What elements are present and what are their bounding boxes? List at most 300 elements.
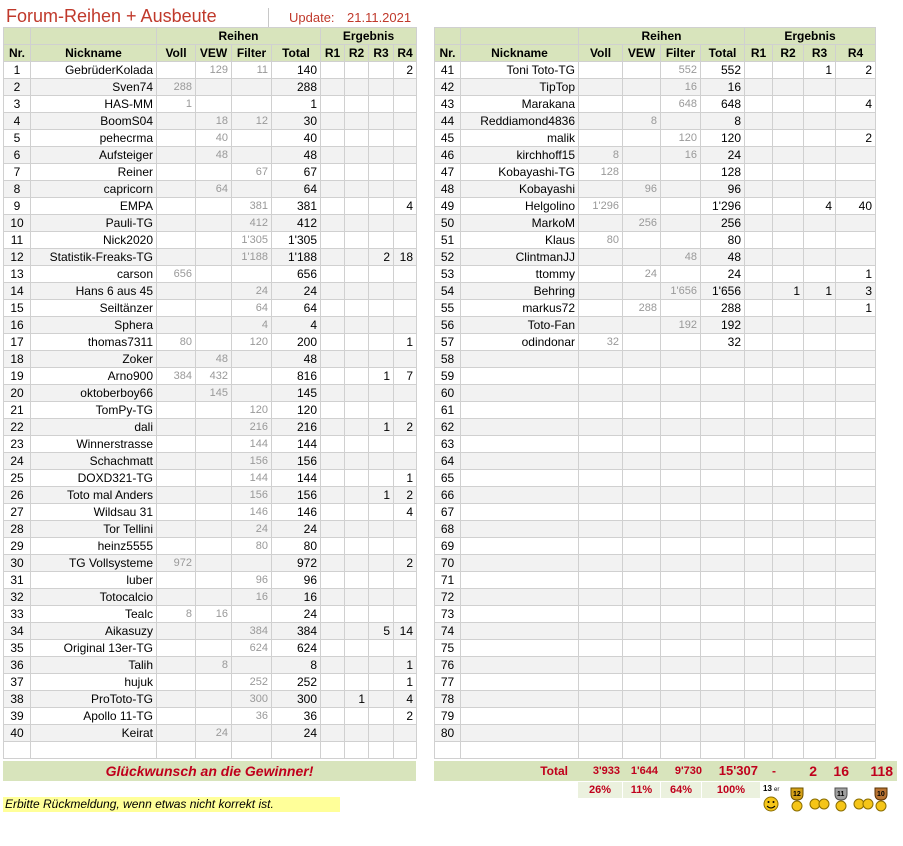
row-r4 xyxy=(836,487,876,504)
row-total: 128 xyxy=(701,164,745,181)
row-total: 24 xyxy=(272,606,321,623)
row-nr: 76 xyxy=(435,657,461,674)
row-r2 xyxy=(773,657,804,674)
row-r4 xyxy=(394,402,417,419)
row-filter xyxy=(661,232,701,249)
row-r1 xyxy=(321,368,345,385)
row-nr: 55 xyxy=(435,300,461,317)
svg-text:er: er xyxy=(774,787,780,793)
row-vew xyxy=(623,317,661,334)
row-voll xyxy=(157,283,196,300)
row-r1 xyxy=(745,419,773,436)
row-r2 xyxy=(345,181,369,198)
row-voll xyxy=(579,266,623,283)
row-r2 xyxy=(773,504,804,521)
row-vew xyxy=(196,79,232,96)
row-vew xyxy=(623,419,661,436)
row-filter xyxy=(232,351,272,368)
table-row xyxy=(435,725,876,742)
row-r1 xyxy=(745,555,773,572)
row-total: 384 xyxy=(272,623,321,640)
row-r3 xyxy=(369,572,394,589)
row-nr: 40 xyxy=(4,725,31,742)
row-r3 xyxy=(804,79,836,96)
row-r4 xyxy=(836,402,876,419)
row-r4: 18 xyxy=(394,249,417,266)
row-voll xyxy=(157,385,196,402)
table-row xyxy=(435,283,876,300)
row-r4 xyxy=(836,691,876,708)
row-filter xyxy=(661,453,701,470)
row-r4 xyxy=(836,351,876,368)
row-total: 145 xyxy=(272,385,321,402)
row-filter xyxy=(661,266,701,283)
row-nickname: TomPy-TG xyxy=(31,402,157,419)
row-r1 xyxy=(745,640,773,657)
table-row xyxy=(4,147,417,164)
row-r1 xyxy=(321,402,345,419)
row-r3 xyxy=(804,521,836,538)
total-vew: 1'644 xyxy=(630,765,658,777)
total-r2: 2 xyxy=(809,763,817,779)
row-voll xyxy=(157,317,196,334)
row-total xyxy=(701,385,745,402)
row-nr: 66 xyxy=(435,487,461,504)
row-total: 972 xyxy=(272,555,321,572)
row-nr: 6 xyxy=(4,147,31,164)
row-r1 xyxy=(745,79,773,96)
row-nickname: Apollo 11-TG xyxy=(31,708,157,725)
row-vew: 96 xyxy=(623,181,661,198)
row-total xyxy=(701,402,745,419)
congrats-message: Glückwunsch an die Gewinner! xyxy=(105,763,314,779)
row-r3 xyxy=(804,96,836,113)
row-r3 xyxy=(804,368,836,385)
table-row xyxy=(4,674,417,691)
table-row xyxy=(435,130,876,147)
row-r2 xyxy=(345,351,369,368)
row-r3 xyxy=(369,283,394,300)
row-r1 xyxy=(321,453,345,470)
row-filter: 300 xyxy=(232,691,272,708)
row-nickname xyxy=(461,436,579,453)
row-nickname: kirchhoff15 xyxy=(461,147,579,164)
row-nickname xyxy=(461,470,579,487)
row-nr: 60 xyxy=(435,385,461,402)
row-voll xyxy=(157,470,196,487)
row-vew xyxy=(196,555,232,572)
row-total: 1 xyxy=(272,96,321,113)
row-nickname: Klaus xyxy=(461,232,579,249)
row-total xyxy=(701,555,745,572)
row-r1 xyxy=(745,589,773,606)
feedback-note: Erbitte Rückmeldung, wenn etwas nicht korrekt ist. xyxy=(3,797,340,812)
total-voll: 3'933 xyxy=(592,765,620,777)
row-nr: 61 xyxy=(435,402,461,419)
row-vew xyxy=(196,300,232,317)
table-row xyxy=(4,266,417,283)
row-r4: 2 xyxy=(394,419,417,436)
total-filter: 9'730 xyxy=(674,765,702,777)
row-r3 xyxy=(369,181,394,198)
table-row xyxy=(435,691,876,708)
table-row xyxy=(435,164,876,181)
table-row xyxy=(4,113,417,130)
row-voll xyxy=(157,419,196,436)
table-row xyxy=(4,708,417,725)
table-row xyxy=(435,589,876,606)
row-total xyxy=(701,521,745,538)
row-nickname: ProToto-TG xyxy=(31,691,157,708)
row-r1 xyxy=(321,691,345,708)
row-filter: 144 xyxy=(232,470,272,487)
row-r2 xyxy=(773,606,804,623)
row-nickname: Zoker xyxy=(31,351,157,368)
row-filter xyxy=(661,657,701,674)
row-voll xyxy=(579,504,623,521)
table-row xyxy=(4,164,417,181)
row-total: 1'188 xyxy=(272,249,321,266)
row-r2 xyxy=(773,385,804,402)
row-r1 xyxy=(321,640,345,657)
total-r1: - xyxy=(772,764,776,778)
row-vew xyxy=(623,436,661,453)
row-r1 xyxy=(321,572,345,589)
row-r2 xyxy=(345,725,369,742)
row-r3 xyxy=(804,300,836,317)
row-total xyxy=(701,708,745,725)
row-r2 xyxy=(345,657,369,674)
row-r1 xyxy=(745,657,773,674)
row-nickname: Aufsteiger xyxy=(31,147,157,164)
row-nr: 80 xyxy=(435,725,461,742)
row-r3 xyxy=(804,708,836,725)
row-total xyxy=(701,606,745,623)
row-r2 xyxy=(345,147,369,164)
row-r2 xyxy=(773,232,804,249)
svg-text:10: 10 xyxy=(877,791,885,798)
row-r4 xyxy=(394,351,417,368)
row-voll xyxy=(157,351,196,368)
row-r4 xyxy=(836,470,876,487)
table-row xyxy=(4,130,417,147)
row-total: 8 xyxy=(272,657,321,674)
row-r2 xyxy=(345,300,369,317)
row-vew xyxy=(196,640,232,657)
svg-text:11: 11 xyxy=(837,791,845,798)
row-voll xyxy=(579,436,623,453)
row-nr: 49 xyxy=(435,198,461,215)
header-spacer xyxy=(31,28,157,45)
row-r1 xyxy=(321,96,345,113)
row-r1 xyxy=(321,198,345,215)
row-filter xyxy=(661,198,701,215)
row-nickname: malik xyxy=(461,130,579,147)
table-row xyxy=(4,334,417,351)
row-r2 xyxy=(773,674,804,691)
row-r4 xyxy=(836,589,876,606)
row-r2 xyxy=(773,334,804,351)
row-vew xyxy=(196,521,232,538)
row-nr: 59 xyxy=(435,368,461,385)
row-nr: 45 xyxy=(435,130,461,147)
header-spacer xyxy=(461,28,579,45)
row-r1 xyxy=(745,385,773,402)
row-nickname: GebrüderKolada xyxy=(31,62,157,79)
row-total: 36 xyxy=(272,708,321,725)
row-r3 xyxy=(804,385,836,402)
svg-text:12: 12 xyxy=(793,791,801,798)
row-r2 xyxy=(345,198,369,215)
row-voll xyxy=(157,674,196,691)
row-nickname: ClintmanJJ xyxy=(461,249,579,266)
row-r2 xyxy=(345,164,369,181)
row-r4 xyxy=(836,215,876,232)
row-r4 xyxy=(836,368,876,385)
table-row xyxy=(435,436,876,453)
row-r2 xyxy=(773,113,804,130)
row-vew xyxy=(196,572,232,589)
row-filter: 252 xyxy=(232,674,272,691)
row-nickname: Reddiamond4836 xyxy=(461,113,579,130)
row-filter xyxy=(232,725,272,742)
row-r1 xyxy=(745,164,773,181)
row-r2 xyxy=(345,640,369,657)
header-total: Total xyxy=(272,45,321,62)
row-r3 xyxy=(369,232,394,249)
row-r3 xyxy=(804,470,836,487)
row-r3: 5 xyxy=(369,623,394,640)
row-filter xyxy=(661,300,701,317)
row-nickname xyxy=(461,708,579,725)
row-vew xyxy=(623,521,661,538)
row-r4 xyxy=(836,181,876,198)
row-r2 xyxy=(773,691,804,708)
row-filter xyxy=(661,589,701,606)
row-r2 xyxy=(345,317,369,334)
row-nr: 22 xyxy=(4,419,31,436)
row-filter xyxy=(232,79,272,96)
trophy-10-icon xyxy=(870,782,892,812)
row-r1 xyxy=(321,487,345,504)
row-r4 xyxy=(394,79,417,96)
row-total xyxy=(701,470,745,487)
table-row xyxy=(4,351,417,368)
row-total: 24 xyxy=(701,266,745,283)
table-row xyxy=(4,317,417,334)
row-r1 xyxy=(745,453,773,470)
row-nr: 18 xyxy=(4,351,31,368)
row-r3 xyxy=(369,351,394,368)
row-total xyxy=(701,657,745,674)
row-filter xyxy=(661,555,701,572)
table-row xyxy=(4,181,417,198)
row-total: 192 xyxy=(701,317,745,334)
row-r3: 1 xyxy=(369,368,394,385)
row-voll xyxy=(579,521,623,538)
row-r1 xyxy=(745,317,773,334)
row-voll: 288 xyxy=(157,79,196,96)
table-row xyxy=(4,368,417,385)
row-r4 xyxy=(836,572,876,589)
row-voll xyxy=(579,453,623,470)
row-voll xyxy=(579,351,623,368)
row-vew xyxy=(623,351,661,368)
row-total: 140 xyxy=(272,62,321,79)
row-vew: 8 xyxy=(196,657,232,674)
row-vew xyxy=(623,283,661,300)
row-voll: 80 xyxy=(579,232,623,249)
left-table xyxy=(3,27,417,759)
row-vew xyxy=(623,96,661,113)
row-r3 xyxy=(369,691,394,708)
table-row xyxy=(435,198,876,215)
row-filter: 120 xyxy=(661,130,701,147)
row-nr: 39 xyxy=(4,708,31,725)
row-voll xyxy=(579,623,623,640)
row-filter xyxy=(661,419,701,436)
row-total: 24 xyxy=(701,147,745,164)
row-r3 xyxy=(804,215,836,232)
row-vew xyxy=(196,419,232,436)
row-vew: 16 xyxy=(196,606,232,623)
row-voll xyxy=(157,504,196,521)
row-nr: 51 xyxy=(435,232,461,249)
row-nickname: Aikasuzy xyxy=(31,623,157,640)
row-r2 xyxy=(345,419,369,436)
table-row xyxy=(435,249,876,266)
row-r4: 3 xyxy=(836,283,876,300)
row-r1 xyxy=(321,164,345,181)
row-r3 xyxy=(804,436,836,453)
row-r3 xyxy=(369,334,394,351)
table-row xyxy=(435,79,876,96)
row-vew: 256 xyxy=(623,215,661,232)
row-r4: 2 xyxy=(394,708,417,725)
row-nickname: pehecrma xyxy=(31,130,157,147)
table-row xyxy=(435,215,876,232)
row-r1 xyxy=(321,147,345,164)
table-row xyxy=(435,674,876,691)
row-r4: 4 xyxy=(836,96,876,113)
row-vew xyxy=(196,589,232,606)
row-nickname: Tor Tellini xyxy=(31,521,157,538)
table-row xyxy=(435,402,876,419)
row-r1 xyxy=(745,62,773,79)
row-nickname: odindonar xyxy=(461,334,579,351)
row-r4 xyxy=(836,657,876,674)
row-r1 xyxy=(321,538,345,555)
row-nr: 43 xyxy=(435,96,461,113)
row-voll xyxy=(579,674,623,691)
row-r3 xyxy=(369,674,394,691)
table-row xyxy=(435,419,876,436)
row-r2 xyxy=(773,300,804,317)
table-row xyxy=(4,623,417,640)
row-r4 xyxy=(394,385,417,402)
blank-cell xyxy=(4,742,31,759)
table-row xyxy=(435,317,876,334)
table-row xyxy=(435,504,876,521)
row-r2 xyxy=(345,215,369,232)
row-r2 xyxy=(773,130,804,147)
row-voll xyxy=(157,589,196,606)
row-vew: 64 xyxy=(196,181,232,198)
row-nr: 23 xyxy=(4,436,31,453)
row-total xyxy=(701,436,745,453)
left-table-body xyxy=(4,62,417,759)
row-total xyxy=(701,640,745,657)
right-table-body xyxy=(435,62,876,759)
row-filter: 64 xyxy=(232,300,272,317)
row-r3 xyxy=(804,504,836,521)
row-voll: 32 xyxy=(579,334,623,351)
row-total xyxy=(701,691,745,708)
row-nickname: Hans 6 aus 45 xyxy=(31,283,157,300)
row-r4 xyxy=(394,96,417,113)
row-voll xyxy=(579,538,623,555)
blank-cell xyxy=(745,742,773,759)
row-nr: 30 xyxy=(4,555,31,572)
row-r3: 2 xyxy=(369,249,394,266)
row-r2 xyxy=(345,487,369,504)
row-total: 256 xyxy=(701,215,745,232)
row-vew xyxy=(623,453,661,470)
row-nr: 68 xyxy=(435,521,461,538)
row-nickname: Totocalcio xyxy=(31,589,157,606)
header-nickname: Nickname xyxy=(461,45,579,62)
row-voll xyxy=(157,657,196,674)
row-total xyxy=(701,589,745,606)
row-voll xyxy=(579,708,623,725)
row-r1 xyxy=(321,79,345,96)
row-nr: 27 xyxy=(4,504,31,521)
row-voll xyxy=(157,198,196,215)
row-nickname: heinz5555 xyxy=(31,538,157,555)
row-r3 xyxy=(369,164,394,181)
row-r2 xyxy=(773,147,804,164)
row-vew xyxy=(623,725,661,742)
row-filter: 16 xyxy=(661,79,701,96)
blank-cell xyxy=(31,742,157,759)
row-filter: 16 xyxy=(661,147,701,164)
row-voll: 8 xyxy=(579,147,623,164)
row-vew xyxy=(623,504,661,521)
row-r3 xyxy=(804,640,836,657)
row-r2 xyxy=(773,79,804,96)
row-r4 xyxy=(394,538,417,555)
row-nickname xyxy=(461,725,579,742)
table-row xyxy=(435,385,876,402)
row-r3 xyxy=(804,402,836,419)
row-r3 xyxy=(369,266,394,283)
row-filter: 11 xyxy=(232,62,272,79)
row-vew xyxy=(623,538,661,555)
trophy-12-icon xyxy=(786,782,808,812)
row-nr: 17 xyxy=(4,334,31,351)
row-r1 xyxy=(321,708,345,725)
row-total: 288 xyxy=(272,79,321,96)
row-voll xyxy=(579,419,623,436)
row-nr: 78 xyxy=(435,691,461,708)
row-r4 xyxy=(394,453,417,470)
row-total: 288 xyxy=(701,300,745,317)
row-r2: 1 xyxy=(773,283,804,300)
row-r1 xyxy=(745,623,773,640)
row-r4 xyxy=(836,725,876,742)
row-nickname xyxy=(461,674,579,691)
row-total: 624 xyxy=(272,640,321,657)
